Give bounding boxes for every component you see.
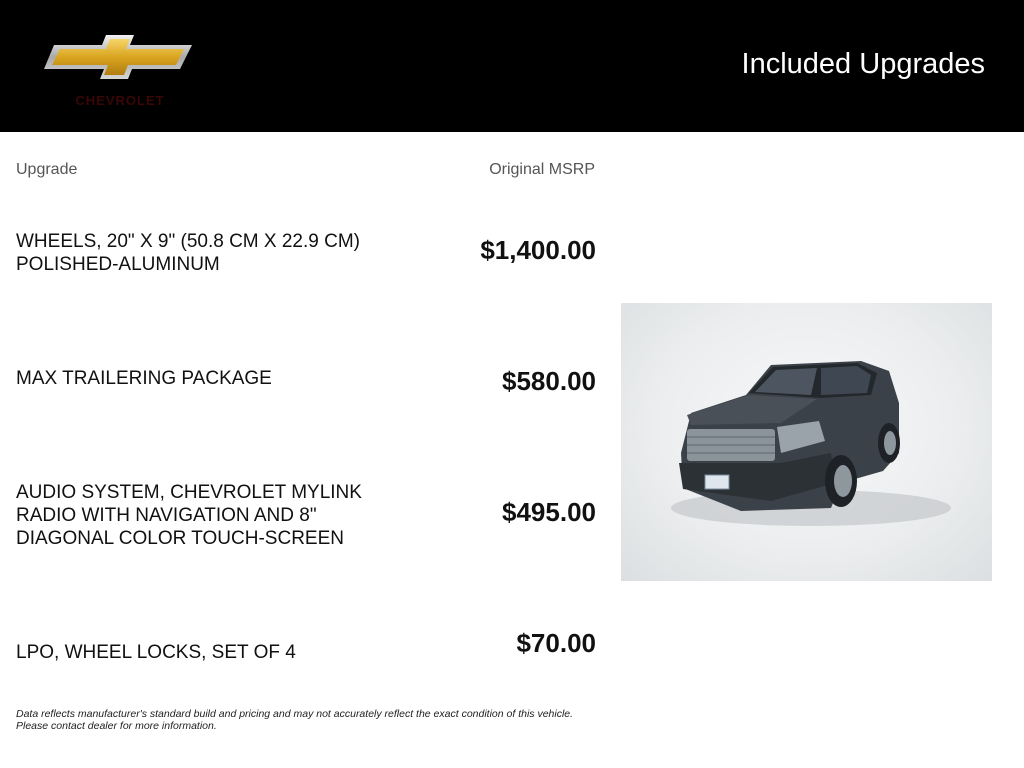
upgrade-name-line: WHEELS, 20" X 9" (50.8 CM X 22.9 CM)	[16, 231, 360, 252]
vehicle-photo	[621, 303, 992, 581]
upgrade-price: $70.00	[516, 628, 596, 658]
brand-wordmark: CHEVROLET	[75, 93, 165, 108]
upgrade-price: $495.00	[502, 497, 596, 527]
upgrade-name	[16, 230, 416, 276]
upgrade-name-line: RADIO WITH NAVIGATION AND 8"	[16, 505, 317, 526]
chevrolet-bowtie-icon	[44, 33, 194, 89]
suv-illustration	[621, 303, 992, 581]
upgrade-name-line: MAX TRAILERING PACKAGE	[16, 368, 272, 389]
upgrade-price: $1,400.00	[480, 235, 596, 265]
upgrade-name-line: AUDIO SYSTEM, CHEVROLET MYLINK	[16, 482, 362, 503]
upgrade-price: $580.00	[502, 366, 596, 396]
upgrade-name	[16, 367, 416, 390]
disclaimer-line: Please contact dealer for more information.	[16, 720, 217, 732]
chevrolet-logo	[44, 33, 194, 111]
header-bar	[0, 0, 1024, 132]
upgrade-name-line: DIAGONAL COLOR TOUCH-SCREEN	[16, 528, 344, 549]
page-title: Included Upgrades	[741, 48, 985, 80]
upgrade-name-line: POLISHED-ALUMINUM	[16, 254, 220, 275]
upgrade-name	[16, 481, 416, 550]
upgrade-name-line: LPO, WHEEL LOCKS, SET OF 4	[16, 642, 296, 663]
disclaimer-line: Data reflects manufacturer's standard build and pricing and may not accurately reflect the exact condition of this vehicle.	[16, 708, 574, 720]
disclaimer	[16, 708, 616, 732]
upgrade-name	[16, 641, 416, 664]
upgrade-column-header: Upgrade	[16, 161, 78, 178]
msrp-column-header: Original MSRP	[489, 161, 595, 178]
